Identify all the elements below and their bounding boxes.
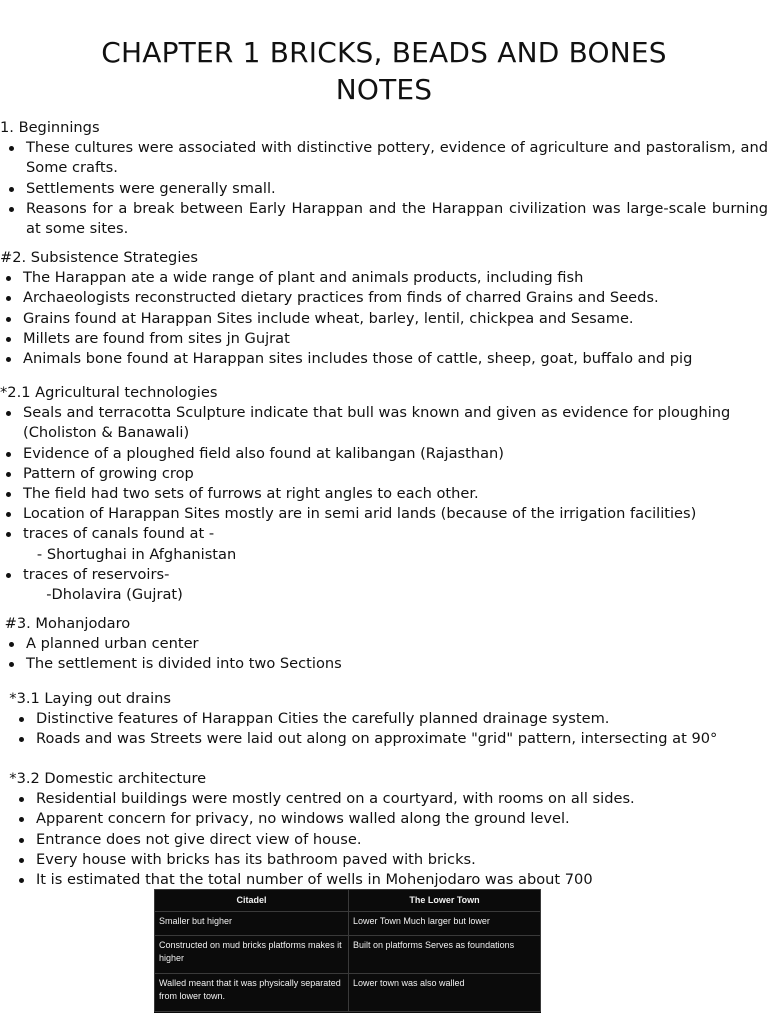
list-item: Animals bone found at Harappan sites includes those of cattle, sheep, goat, buffalo and pig [0,349,768,369]
list-item: The Harappan ate a wide range of plant and animals products, including fish [0,268,768,288]
table-cell: Smaller but higher [155,912,349,936]
list-item: Seals and terracotta Sculpture indicate that bull was known and given as evidence for ploughing (Choliston & Banawali) [0,403,768,443]
title-line-1: CHAPTER 1 BRICKS, BEADS AND BONES [101,36,667,69]
section-agriculture [0,383,768,605]
table-cell: Lower town was also walled [349,974,541,1012]
table-row [155,936,541,974]
section-heading: *3.2 Domestic architecture [0,770,207,787]
list-item-canals [0,524,768,564]
list-item: The field had two sets of furrows at right angles to each other. [0,484,768,504]
list-item: Location of Harappan Sites mostly are in semi arid lands (because of the irrigation facilities) [0,504,768,524]
list-item: Entrance does not give direct view of house. [0,830,768,850]
list-item: A planned urban center [0,634,768,654]
section-beginnings [0,118,768,239]
list-item: Archaeologists reconstructed dietary practices from finds of charred Grains and Seeds. [0,288,768,308]
section-mohanjodaro [0,614,768,675]
section-heading: 1. Beginnings [0,119,100,136]
bullet-list [0,403,768,605]
table-row [155,912,541,936]
bullet-list [0,138,768,239]
table-header-row [155,890,541,912]
list-item: It is estimated that the total number of wells in Mohenjodaro was about 700 [0,870,768,890]
table-row [155,974,541,1012]
table-cell: Constructed on mud bricks platforms makes it higher [155,936,349,974]
section-drains [0,689,768,750]
table-cell: Built on platforms Serves as foundations [349,936,541,974]
bullet-list [0,789,768,890]
sub-item: - Shortughai in Afghanistan [23,545,237,563]
list-item: These cultures were associated with distinctive pottery, evidence of agriculture and pastoralism, and Some crafts. [0,138,768,178]
list-item: Apparent concern for privacy, no windows walled along the ground level. [0,809,768,829]
section-heading: #3. Mohanjodaro [0,615,131,632]
list-item-reservoirs [0,565,768,605]
bullet-list [0,634,768,674]
list-item: Roads and was Streets were laid out along on approximate "grid" pattern, intersecting at 90° [0,729,768,749]
title-line-2: NOTES [335,73,433,106]
list-item-text: traces of reservoirs- [23,565,170,583]
bullet-list [0,709,768,749]
table-cell: Walled meant that it was physically separated from lower town. [155,974,349,1012]
list-item: Settlements were generally small. [0,179,768,199]
list-item: Distinctive features of Harappan Cities the carefully planned drainage system. [0,709,768,729]
list-item-text: traces of canals found at - [23,525,215,543]
list-item: Evidence of a ploughed field also found at kalibangan (Rajasthan) [0,444,768,464]
list-item: The settlement is divided into two Sections [0,654,768,674]
list-item: Every house with bricks has its bathroom paved with bricks. [0,850,768,870]
table-cell: Lower Town Much larger but lower [349,912,541,936]
page-title [0,34,768,108]
section-heading: *2.1 Agricultural technologies [0,384,218,401]
section-domestic [0,769,768,890]
list-item: Millets are found from sites jn Gujrat [0,329,768,349]
section-subsistence [0,248,768,369]
list-item: Pattern of growing crop [0,464,768,484]
table-header-lower-town: The Lower Town [349,890,541,912]
list-item: Grains found at Harappan Sites include wheat, barley, lentil, chickpea and Sesame. [0,309,768,329]
list-item: Residential buildings were mostly centred on a courtyard, with rooms on all sides. [0,789,768,809]
section-heading: #2. Subsistence Strategies [0,249,198,266]
list-item: Reasons for a break between Early Harappan and the Harappan civilization was large-scale burning at some sites. [0,199,768,239]
table-header-citadel: Citadel [155,890,349,912]
section-heading: *3.1 Laying out drains [0,690,171,707]
citadel-lower-town-table [154,889,541,1013]
bullet-list [0,268,768,369]
sub-item: -Dholavira (Gujrat) [23,586,183,604]
